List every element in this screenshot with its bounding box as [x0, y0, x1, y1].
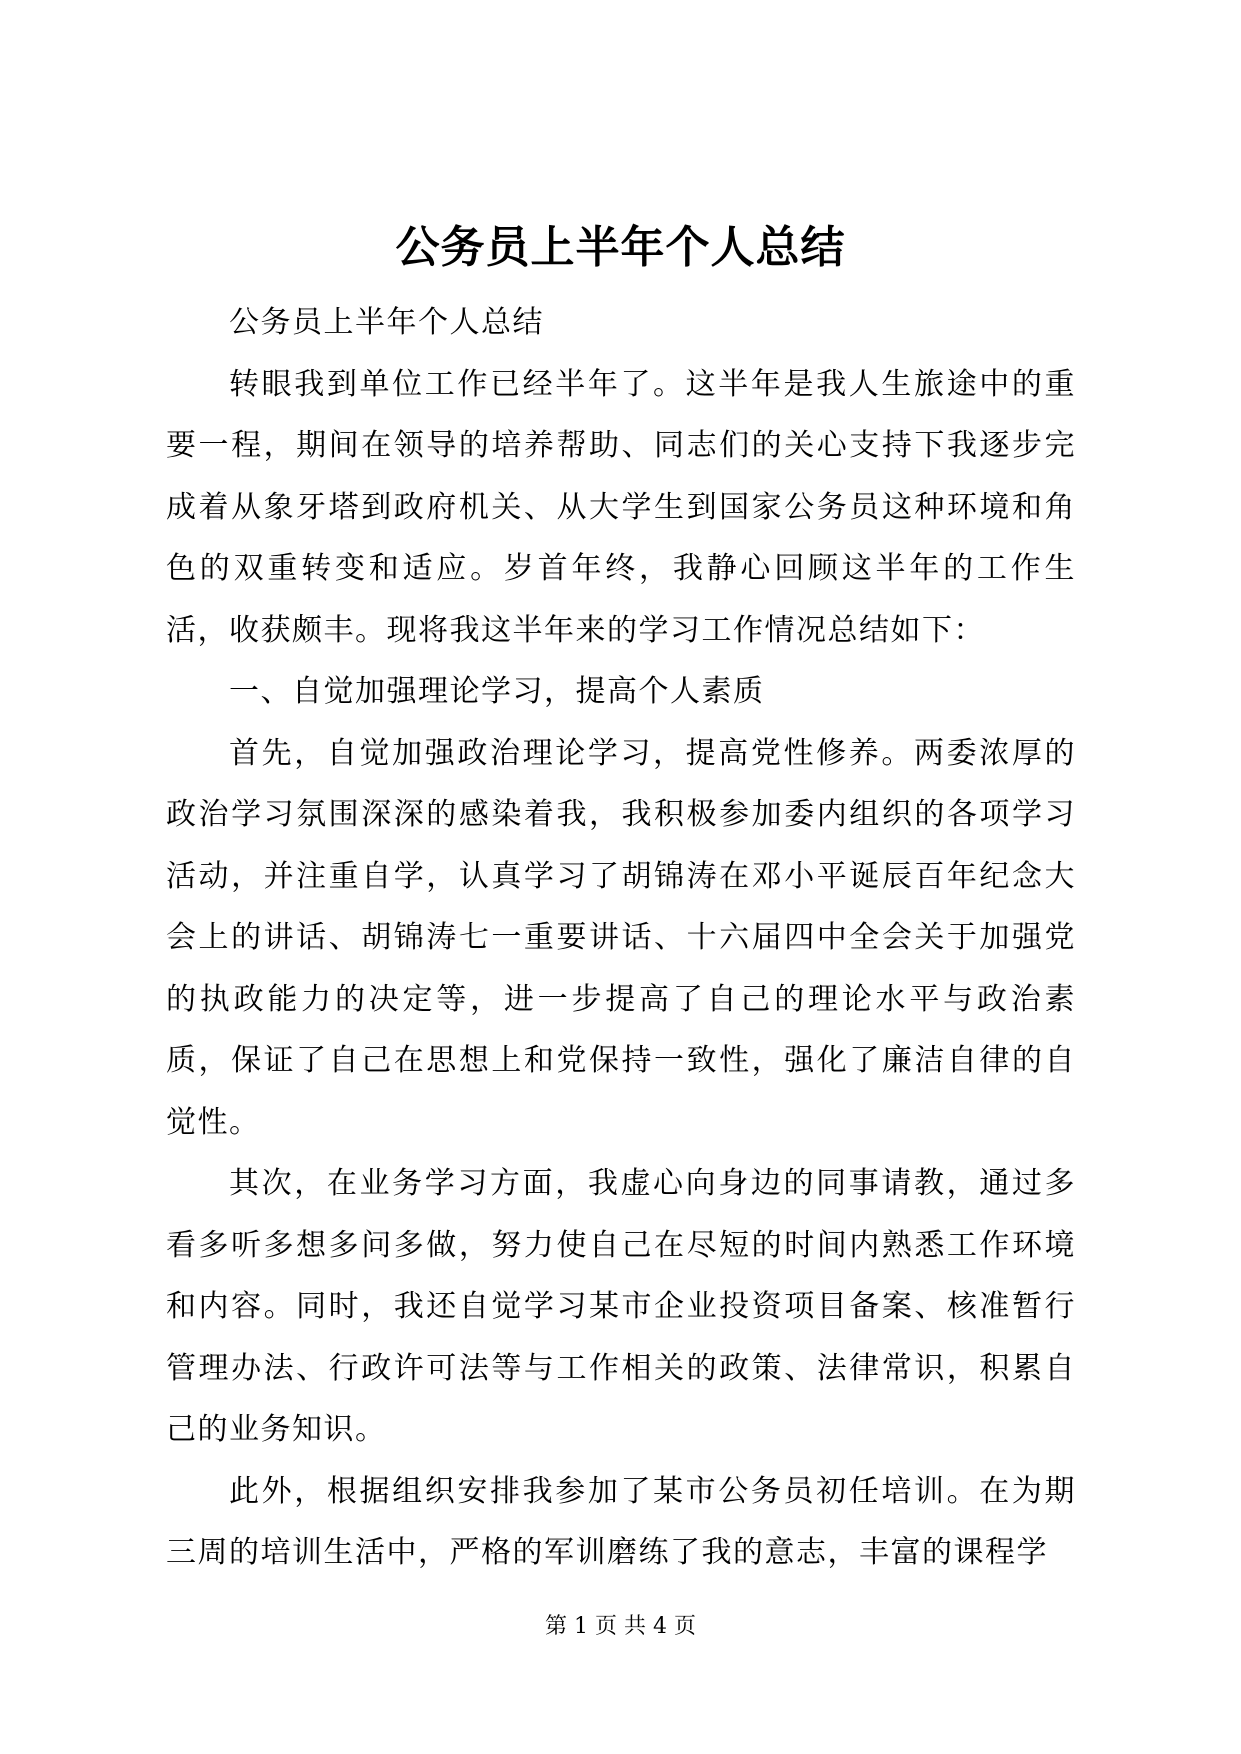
paragraph-first: 首先，自觉加强政治理论学习，提高党性修养。两委浓厚的政治学习氛围深深的感染着我，我积极参加委内组织的各项学习活动，并注重自学，认真学习了胡锦涛在邓小平诞辰百年纪念大会上的讲话、胡锦涛七一重要讲话、十六届四中全会关于加强党的执政能力的决定等，进一步提高了自己的理论水平与政治素质，保证了自己在思想上和党保持一致性，强化了廉洁自律的自觉性。 — [166, 735, 1076, 1140]
document-title: 公务员上半年个人总结 — [395, 222, 846, 273]
paragraph-subtitle: 公务员上半年个人总结 — [229, 305, 544, 340]
document-body — [166, 292, 1076, 1584]
paragraph-intro: 转眼我到单位工作已经半年了。这半年是我人生旅途中的重要一程，期间在领导的培养帮助、同志们的关心支持下我逐步完成着从象牙塔到政府机关、从大学生到国家公务员这种环境和角色的双重转变和适应。岁首年终，我静心回顾这半年的工作生活，收获颇丰。现将我这半年来的学习工作情况总结如下： — [166, 366, 1076, 648]
paragraph-second: 其次，在业务学习方面，我虚心向身边的同事请教，通过多看多听多想多问多做，努力使自己在尽短的时间内熟悉工作环境和内容。同时，我还自觉学习某市企业投资项目备案、核准暂行管理办法、行政许可法等与工作相关的政策、法律常识，积累自己的业务知识。 — [166, 1166, 1076, 1447]
page-number-footer: 第 1 页 共 4 页 — [545, 1614, 696, 1639]
paragraph-third: 此外，根据组织安排我参加了某市公务员初任培训。在为期三周的培训生活中，严格的军训磨练了我的意志，丰富的课程学 — [166, 1473, 1076, 1570]
section-heading-1: 一、自觉加强理论学习，提高个人素质 — [229, 674, 765, 709]
